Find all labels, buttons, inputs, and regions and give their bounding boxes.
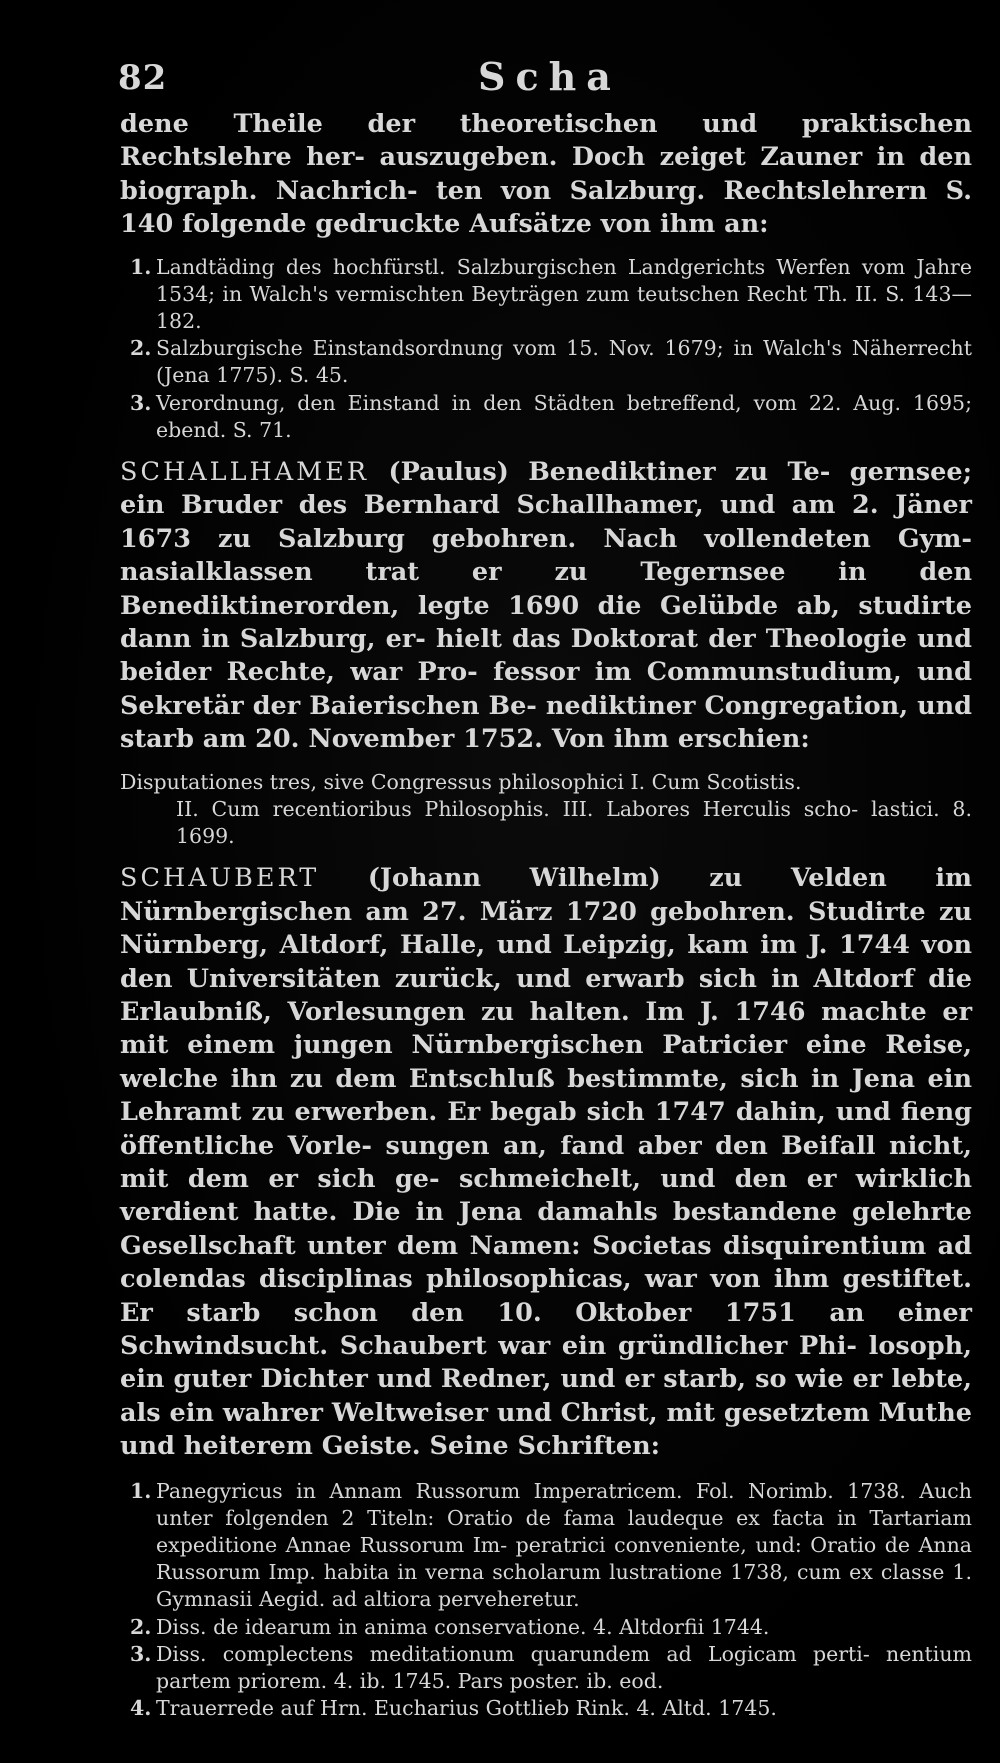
list-item: 2. Diss. de idearum in anima conservatione. 4. Altdorfii 1744. [130,1614,770,1639]
schallhamer-entry [120,456,972,757]
page-body [120,108,972,1722]
intro-paragraph: dene Theile der theoretischen und praktischen Rechtslehre her- auszugeben. Doch zeiget Zauner in den biograph. Nachrich- ten von Salzburg. Rechtslehrern S. 140 folgende gedruckte Aufsätze von ihm an: [120,109,972,240]
schaubert-paragraph: (Johann Wilhelm) zu Velden im Nürnbergischen am 27. März 1720 gebohren. Studirte zu Nürnberg, Altdorf, Halle, und Leipzig, kam im J. 1744 von den Universitäten zurück, und erwarb sich in Altdorf die Erlaubniß, Vorlesungen zu halten. Im J. 1746 machte er mit einem jungen Nürnbergischen Patricier eine Reise, welche ihn zu dem Entschluß bestimmte, sich in Jena ein Lehramt zu erwerben. Er begab sich 1747 dahin, und fieng öffentliche Vorle- sungen an, fand aber den Beifall nicht, mit dem er sich ge- schmeichelt, und den er wirklich verdient hatte. Die in Jena damahls bestandene gelehrte Gesellschaft unter dem Namen: Societas disquirentium ad colendas disciplinas philosophicas, war von ihm gestiftet. Er starb schon den 10. Oktober 1751 an einer Schwindsucht. Schaubert war ein gründlicher Phi- losoph, ein guter Dichter und Redner, und er starb, so wie er lebte, als ein wahrer Weltweiser und Christ, mit gesetztem Muthe und heiterem Geiste. Seine Schriften: [120,863,972,1462]
list-item: 2. Salzburgische Einstandsordnung vom 15. Nov. 1679; in Walch's Näherrecht (Jena 1775). S. 45. [130,336,972,388]
list-item: 4. Trauerrede auf Hrn. Eucharius Gottlieb Rink. 4. Altd. 1745. [130,1696,777,1721]
schaubert-work-list [120,1478,972,1723]
entry-name-schallhamer: SCHALLHAMER [120,457,370,488]
list-item: 3. Diss. complectens meditationum quarundem ad Logicam perti- nentium partem priorem. 4. ib. 1745. Pars poster. ib. eod. [130,1641,972,1694]
page-number: 82 [118,58,168,98]
schallhamer-work: Disputationes tres, sive Congressus philosophici I. Cum Scotistis. II. Cum recentioribus Philosophis. III. Labores Herculis scho- lastici. 8. 1699. [120,769,972,849]
running-head: Scha [478,54,621,99]
schallhamer-paragraph: (Paulus) Benediktiner zu Te- gernsee; ein Bruder des Bernhard Schallhamer, und am 2. Jäner 1673 zu Salzburg gebohren. Nach vollendeten Gym- nasialklassen trat er zu Tegernsee in den Benediktinerorden, legte 1690 die Gelübde ab, studirte dann in Salzburg, er- hielt das Doktorat der Theologie und beider Rechte, war Pro- fessor im Communstudium, und Sekretär der Baierischen Be- nediktiner Congregation, und starb am 20. November 1752. Von ihm erschien: [120,457,972,755]
entry-name-schaubert: SCHAUBERT [120,863,320,894]
list-item: 1. Panegyricus in Annam Russorum Imperatricem. Fol. Norimb. 1738. Auch unter folgenden 2 Titeln: Oratio de fama laudeque ex facta in Tartariam expeditione Annae Russorum Im- peratrici conveniente, und: Oratio de Anna Russorum Imp. habita in verna scholarum lustratione 1738, cum ex classe 1. Gymnasii Aegid. ad altiora perveheretur. [130,1478,972,1612]
list-item: 3. Verordnung, den Einstand in den Städten betreffend, vom 22. Aug. 1695; ebend. S. 71. [130,390,972,442]
schaubert-entry [120,862,972,1463]
list-item: 1. Landtäding des hochfürstl. Salzburgischen Landgerichts Werfen vom Jahre 1534; in Walch's vermischten Beyträgen zum teutschen Recht Th. II. S. 143—182. [130,254,972,334]
page-header [0,54,1000,106]
intro-work-list [120,254,972,444]
